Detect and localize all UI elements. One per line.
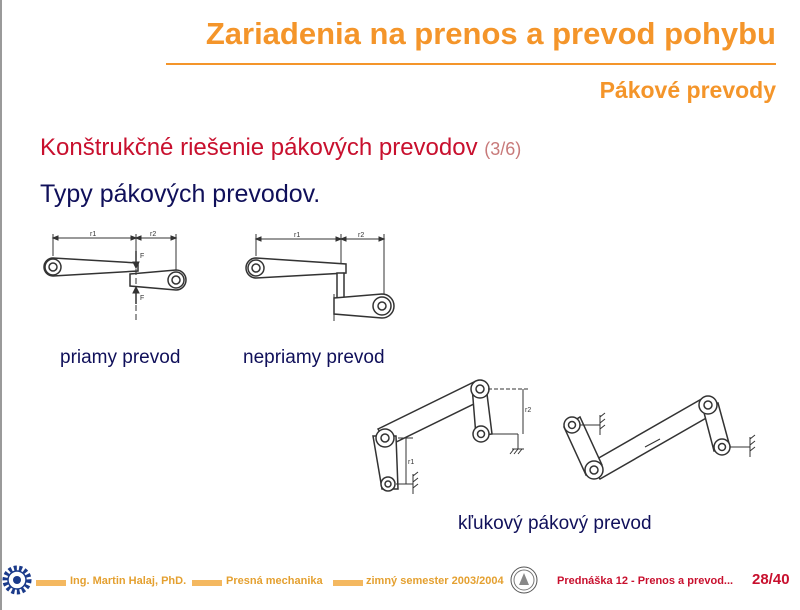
figure-crank-r1-mark: r1 <box>408 459 415 466</box>
page-number: 28/40 <box>752 571 790 588</box>
section-heading-page: (3/6) <box>484 139 522 159</box>
figure-crank-left <box>368 374 538 509</box>
footer-lecture: Prednáška 12 - Prenos a prevod... <box>557 575 734 587</box>
section-subheading: Typy pákových prevodov. <box>40 180 321 208</box>
figure-indirect-r1-mark: r1 <box>294 232 301 239</box>
section-heading <box>40 134 521 162</box>
figure-direct-r2-mark: r2 <box>150 231 157 238</box>
footer-author: Ing. Martin Halaj, PhD. <box>70 575 187 587</box>
figure-crank-r2-mark: r2 <box>525 407 532 414</box>
figure-direct-force-top: F <box>140 253 145 260</box>
footer <box>0 562 800 602</box>
title-divider <box>166 63 776 65</box>
footer-bar-2 <box>192 580 222 586</box>
slide-title: Zariadenia na prenos a prevod pohybu <box>205 16 776 51</box>
university-gear-logo <box>2 565 32 595</box>
left-border <box>0 0 2 610</box>
figure-direct-lever <box>38 226 198 331</box>
section-heading-text: Konštrukčné riešenie pákových prevodov <box>40 134 478 161</box>
footer-semester: zimný semester 2003/2004 <box>366 575 504 587</box>
figure-indirect-lever <box>236 226 401 331</box>
figure-indirect-r2-mark: r2 <box>358 232 365 239</box>
label-indirect: nepriamy prevod <box>243 347 385 368</box>
label-crank: kľukový pákový prevod <box>458 513 652 534</box>
figure-direct-force-bottom: F <box>140 295 145 302</box>
slide-subtitle: Pákové prevody <box>599 77 776 103</box>
label-direct: priamy prevod <box>60 347 181 368</box>
figure-direct-r1-mark: r1 <box>90 231 97 238</box>
footer-bar-1 <box>36 580 66 586</box>
footer-bar-3 <box>333 580 363 586</box>
faculty-seal-logo <box>509 565 539 595</box>
footer-course: Presná mechanika <box>226 575 323 587</box>
figure-crank-right <box>550 385 765 495</box>
